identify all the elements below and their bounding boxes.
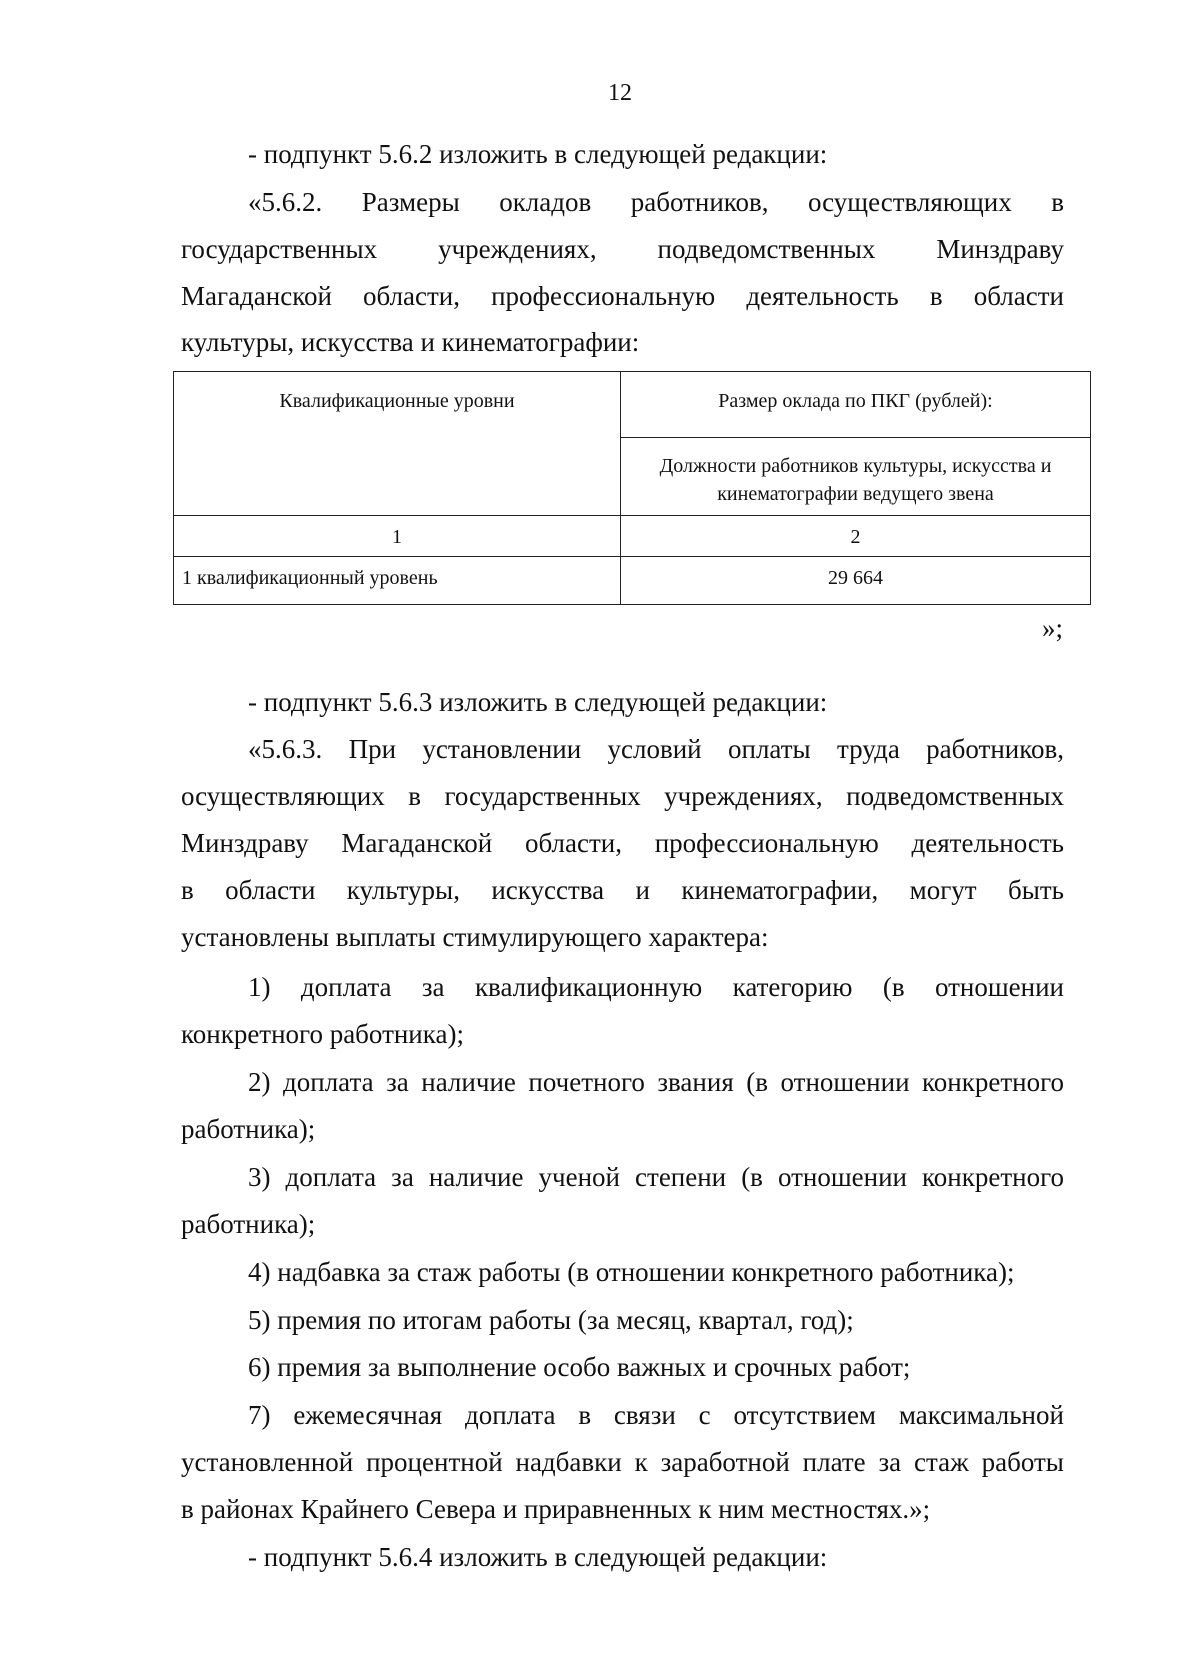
word: в [408,781,421,811]
table-row-level-1-salary: 29 664 [621,557,1091,605]
word: и [635,875,650,905]
word: заработной [660,1447,790,1477]
paragraph-subitem-5-6-3: - подпункт 5.6.3 изложить в следующей редакции: [248,687,828,717]
table-column-number-2: 2 [621,516,1091,557]
word: Минздраву [936,234,1064,264]
word: подведомственных [657,234,876,264]
word: наличие [428,1162,524,1192]
word: искусства [491,875,605,905]
word: процентной [366,1447,503,1477]
word: могут [909,875,977,905]
word: звания [657,1067,734,1097]
word: в [578,1400,592,1430]
word: за [421,972,445,1002]
paragraph-5-6-3-line-3 [181,827,1064,859]
list-item-7-line-3: в районах Крайнего Севера и приравненных к ним местностях.»; [181,1494,931,1524]
word: за [878,1447,902,1477]
word: конкретного [922,1067,1064,1097]
page-number: 12 [608,80,632,106]
paragraph-subitem-5-6-2: - подпункт 5.6.2 изложить в следующей редакции: [248,139,828,169]
paragraph-5-6-2-line-1 [248,186,1064,218]
word: оплаты [728,734,811,764]
word: надбавки [515,1447,622,1477]
word: осуществляющих [808,187,1012,217]
word: Размеры [361,187,460,217]
word: области, [363,281,461,311]
word: с [698,1400,711,1430]
word: государственных [444,781,641,811]
word: степени [635,1162,727,1192]
salary-table [173,371,1091,605]
word: условий [607,734,702,764]
word: к [634,1447,648,1477]
word: работников, [926,734,1064,764]
word: культуры, [346,875,460,905]
table-row-level-1: 1 квалификационный уровень [174,557,621,605]
paragraph-subitem-5-6-4: - подпункт 5.6.4 изложить в следующей редакции: [248,1542,828,1572]
list-item-3-line-2: работника); [181,1209,316,1239]
word: 1) [248,972,271,1002]
word: работников, [630,187,769,217]
word: максимальной [898,1400,1064,1430]
word: отношении [780,1067,910,1097]
word: в [181,875,194,905]
word: деятельность [911,828,1064,858]
word: кинематографии, [681,875,879,905]
paragraph-5-6-3-line-4 [181,874,1064,906]
word: «5.6.3. [248,734,323,764]
table-column-number-1: 1 [174,516,621,557]
word: осуществляющих [181,781,385,811]
list-item-7-line-1 [248,1399,1064,1431]
word: государственных [181,234,378,264]
list-item-1-line-2: конкретного работника); [181,1019,464,1049]
word: быть [1007,875,1064,905]
paragraph-5-6-2-line-2 [181,233,1064,265]
word: (в [741,1162,763,1192]
word: квалификационную [474,972,703,1002]
paragraph-5-6-3-line-1 [248,733,1064,765]
word: Магаданской [341,828,493,858]
word: (в [746,1067,768,1097]
paragraph-5-6-3-line-2 [181,780,1064,812]
word: окладов [499,187,592,217]
word: доплата [285,1162,377,1192]
word: в [1051,187,1064,217]
word: доплата [300,972,392,1002]
word: стаж [914,1447,969,1477]
word: ученой [538,1162,620,1192]
word: плате [802,1447,866,1477]
word: конкретного [922,1162,1064,1192]
word: установлении [422,734,582,764]
word: отношении [934,972,1064,1002]
list-item-2-line-1 [248,1066,1064,1098]
word: При [348,734,397,764]
word: подведомственных [846,781,1064,811]
word: Магаданской [181,281,332,311]
word: 2) [248,1067,271,1097]
list-item-7-line-2 [181,1446,1064,1478]
word: учреждениях, [664,781,823,811]
word: связи [613,1400,676,1430]
list-item-1-line-1 [248,971,1064,1003]
word: за [391,1162,414,1192]
word: (в [882,972,905,1002]
paragraph-5-6-3-line-5: установлены выплаты стимулирующего характера: [181,922,769,952]
paragraph-5-6-2-line-3 [181,280,1064,312]
word: деятельность [746,281,899,311]
closing-quote: »; [1042,613,1064,643]
word: ежемесячная [293,1400,443,1430]
table-header-salary-size: Размер оклада по ПКГ (рублей): [621,372,1091,438]
word: Минздраву [181,828,309,858]
word: учреждениях, [438,234,597,264]
paragraph-5-6-2-line-4: культуры, искусства и кинематографии: [181,327,640,357]
word: области [225,875,316,905]
word: работы [981,1447,1064,1477]
list-item-6: 6) премия за выполнение особо важных и срочных работ; [248,1352,911,1382]
list-item-5: 5) премия по итогам работы (за месяц, квартал, год); [248,1305,854,1335]
list-item-4: 4) надбавка за стаж работы (в отношении конкретного работника); [248,1257,1015,1287]
word: профессиональную [491,281,716,311]
word: 3) [248,1162,271,1192]
word: «5.6.2. [248,187,323,217]
word: категорию [732,972,853,1002]
word: отношении [777,1162,907,1192]
word: отсутствием [733,1400,877,1430]
word: 7) [248,1400,271,1430]
word: почетного [528,1067,645,1097]
word: области, [524,828,622,858]
word: за [386,1067,409,1097]
word: доплата [464,1400,556,1430]
word: доплата [283,1067,374,1097]
list-item-2-line-2: работника); [181,1114,316,1144]
list-item-3-line-1 [248,1161,1064,1193]
word: в [929,281,943,311]
word: труда [837,734,900,764]
word: профессиональную [654,828,879,858]
word: установленной [181,1447,354,1477]
table-header-qualification-levels: Квалификационные уровни [174,372,621,516]
word: области [973,281,1064,311]
word: наличие [421,1067,516,1097]
table-subheader-positions: Должности работников культуры, искусства и кинематографии ведущего звена [621,438,1091,516]
